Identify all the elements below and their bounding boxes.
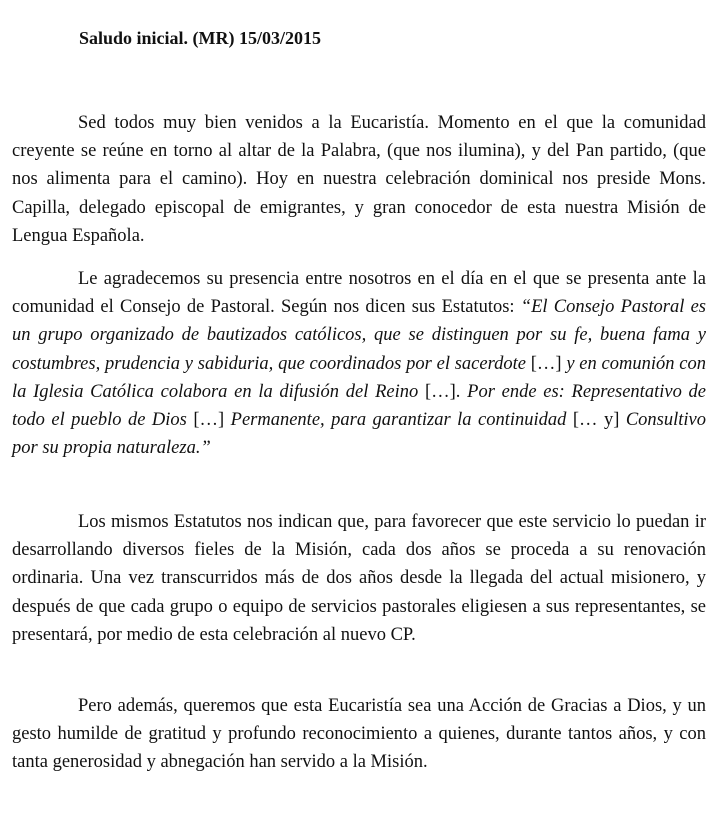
text-segment: Los mismos Estatutos nos indican que, para favorecer que este servicio lo puedan ir desarrollando diversos fieles de la Misión, cada dos años se proceda a su renovación ordinaria. Una vez transcurridos más de dos años desde la llegada del actual misionero, y después de que cada grupo o equipo de servicios pastorales eligiesen a sus representantes, se presentará, por medio de esta celebración al nuevo CP. [12,512,706,645]
quote-segment: Consultivo por su propia naturaleza.” [12,410,707,459]
quote-segment: Por ende es: Representativo de todo el pueblo de Dios [12,381,706,431]
ellipsis-segment: […]. [424,381,468,402]
text-segment: Pero además, queremos que esta Eucaristía sea una Acción de Gracias a Dios, y un gesto humilde de gratitud y profundo reconocimiento a quienes, durante tantos años, y con tanta generosidad y abnegación han servido a la Misión. [12,696,706,773]
paragraph-welcome [12,109,706,250]
paragraph-accion-de-gracias [12,692,706,777]
ellipsis-segment: […] [193,410,231,431]
quote-segment: Permanente, para garantizar la continuidad [230,410,573,431]
ellipsis-segment: […] [530,353,567,374]
paragraph-estatutos [12,508,706,649]
ellipsis-segment: [… y] [572,410,626,431]
quote-segment: y en comunión con la Iglesia Católica colabora en la difusión del Reino [12,353,706,402]
document-title: Saludo inicial. (MR) 15/03/2015 [79,28,322,48]
quote-segment: “El Consejo Pastoral es un grupo organizado de bautizados católicos, que se distinguen por su fe, buena fama y costumbres, prudencia y sabiduria, que coordinados por el sacerdote [12,297,706,374]
text-segment: Sed todos muy bien venidos a la Eucaristía. Momento en el que la comunidad creyente se reúne en torno al altar de la Palabra, (que nos ilumina), y del Pan partido, (que nos alimenta para el camino). Hoy en nuestra celebración dominical nos preside Mons. Capilla, delegado episcopal de emigrantes, y gran conocedor de esta nuestra Misión de Lengua Española. [12,113,706,246]
text-segment: Le agradecemos su presencia entre nosotros en el día en el que se presenta ante la comunidad el Consejo de Pastoral. Según nos dicen sus Estatutos: [12,269,706,318]
paragraph-consejo-pastoral [12,265,706,462]
